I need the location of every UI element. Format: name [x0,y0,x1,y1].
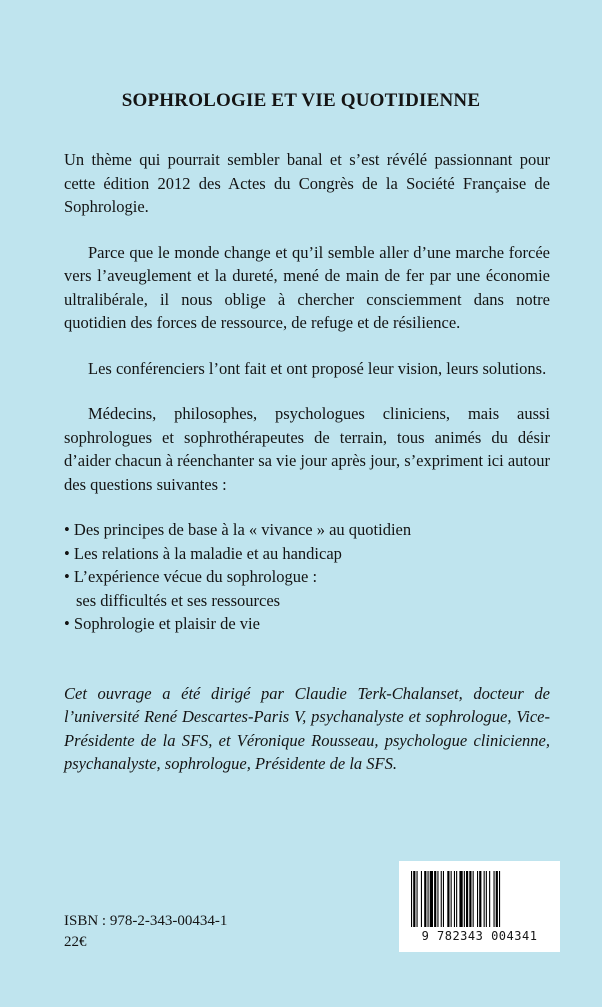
barcode-bar [459,871,462,927]
isbn: ISBN : 978-2-343-00434-1 [64,913,228,929]
barcode-bar [437,871,438,927]
price: 22€ [64,934,87,950]
book-title: SOPHROLOGIE ET VIE QUOTIDIENNE [121,90,481,111]
barcode-bar [421,871,422,927]
paragraph-context: Parce que le monde change et qu’il semble aller d’une marche forcée vers l’aveuglement et la dureté, mené de main de fer par une économie ultralibérale, il nous oblige à chercher consciemment dans notre quotidien des forces de ressource, de refuge et de résilience. [64,242,550,332]
barcode-bar [494,871,495,927]
list-item: • Des principes de base à la « vivance » au quotidien [64,520,412,539]
paragraph-speakers: Les conférenciers l’ont fait et ont proposé leur vision, leurs solutions. [88,358,547,378]
barcode-bar [479,871,481,927]
list-item: • Sophrologie et plaisir de vie [64,614,260,633]
list-item: • L’expérience vécue du sophrologue : [64,567,318,586]
topics-list [64,518,550,636]
barcode-bar [413,871,415,927]
list-item: ses difficultés et ses ressources [76,590,281,610]
barcode [399,861,560,952]
barcode-bar [454,871,455,927]
barcode-number: 9 782343 004341 [421,929,538,943]
list-item: • Les relations à la maladie et au handicap [64,543,342,563]
barcode-bar [441,871,442,927]
barcode-bar [469,871,471,927]
barcode-bar [430,871,433,927]
barcode-bar [428,871,429,927]
paragraph-intro: Un thème qui pourrait sembler banal et s’est révélé passionnant pour cette édition 2012 des Actes du Congrès de la Société Française de Sophrologie. [64,150,550,216]
barcode-bar [473,871,474,927]
paragraph-contributors: Médecins, philosophes, psychologues cliniciens, mais aussi sophrologues et sophrothérapeutes de terrain, tous animés du désir d’aider chacun à réenchanter sa vie jour après jour, s’expriment ici autour des questions suivantes : [64,404,550,494]
barcode-bar [456,871,457,927]
barcode-bar [477,871,478,927]
blurb [64,148,550,798]
barcode-bar [484,871,485,927]
barcode-bar [443,871,444,927]
barcode-bar [434,871,436,927]
barcode-bar [496,871,498,927]
barcode-bar [464,871,465,927]
barcode-bar [447,871,449,927]
barcode-bars-icon [399,861,560,931]
barcode-bar [489,871,490,927]
barcode-bar [486,871,487,927]
barcode-bar [417,871,418,927]
barcode-bar [411,871,412,927]
editor-credits: Cet ouvrage a été dirigé par Claudie Terk-Chalanset, docteur de l’université René Descartes-Paris V, psychanalyste et sophrologue, Vice-Présidente de la SFS, et Véronique Rousseau, psychologue clinicienne, psychanalyste, sophrologue, Présidente de la SFS. [64,683,550,773]
barcode-bar [499,871,500,927]
barcode-bar [451,871,452,927]
barcode-bar [424,871,426,927]
barcode-bar [466,871,468,927]
